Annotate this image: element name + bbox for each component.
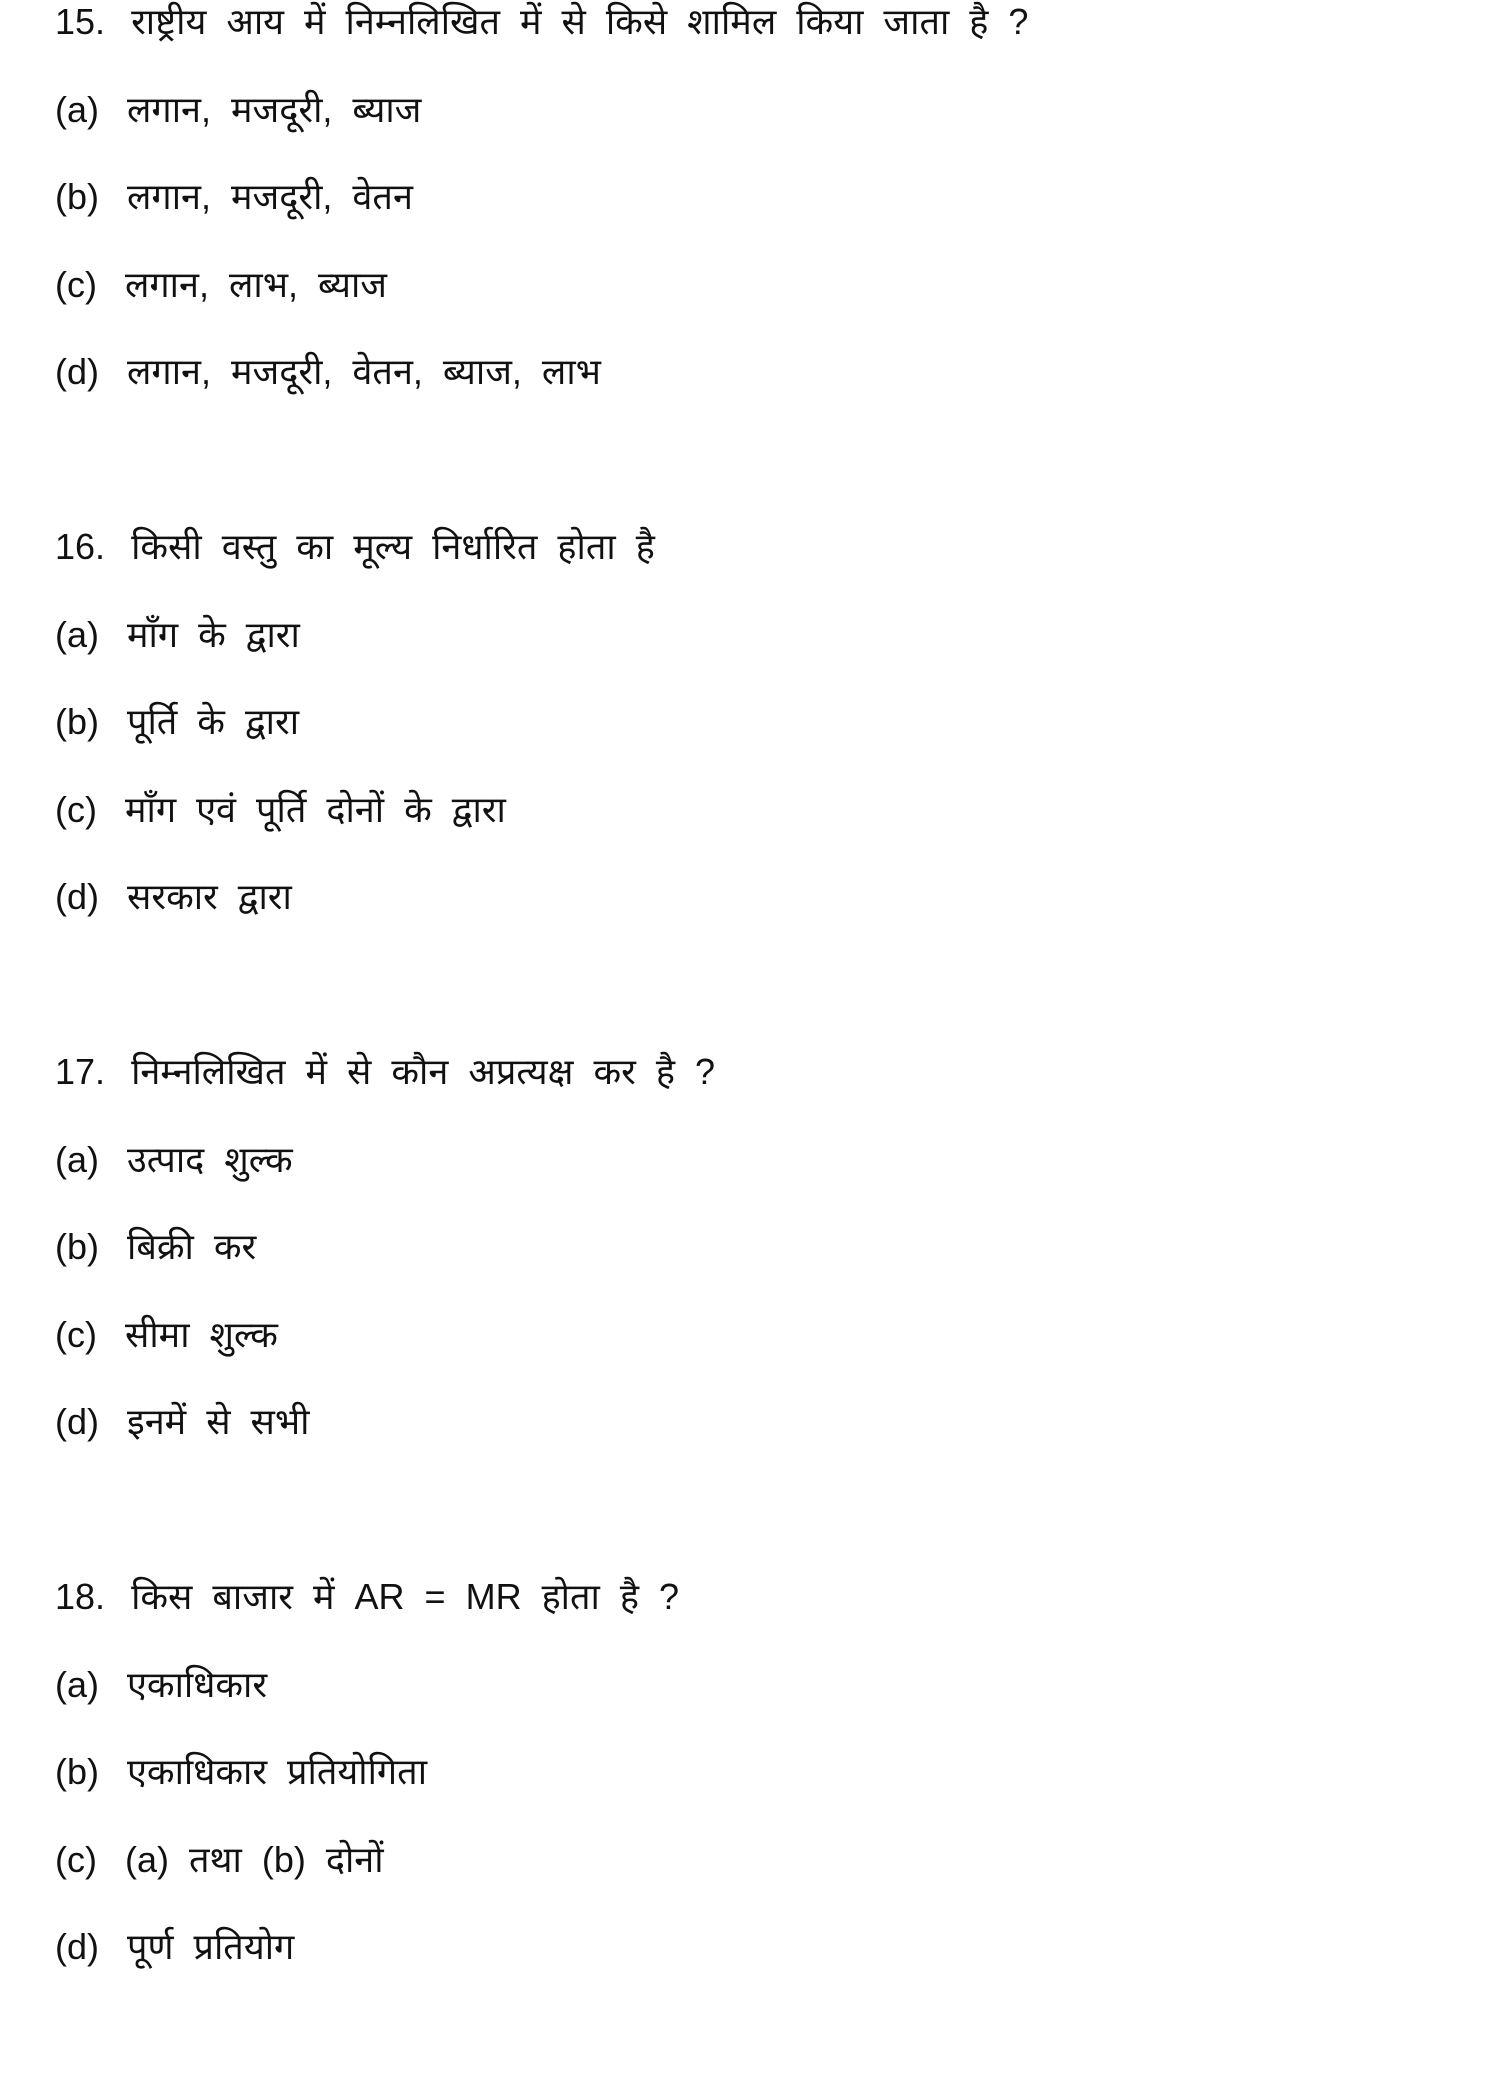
question-15 [55, 0, 1475, 503]
option-text: लगान, मजदूरी, वेतन [127, 176, 413, 217]
option-label: (d) [55, 1401, 99, 1442]
option-label: (b) [55, 1226, 99, 1267]
question-number: 16. [55, 526, 106, 567]
option-label: (c) [55, 788, 97, 830]
option-c[interactable] [55, 1816, 1475, 1904]
option-a[interactable] [55, 1641, 1475, 1729]
question-text-line [55, 1553, 1475, 1641]
option-label: (a) [55, 613, 99, 655]
option-label: (c) [55, 1838, 97, 1880]
option-label: (a) [55, 88, 99, 130]
option-label: (b) [55, 1751, 99, 1792]
option-text: लगान, मजदूरी, वेतन, ब्याज, लाभ [127, 351, 601, 392]
option-d[interactable] [55, 1903, 1475, 1991]
question-text: किसी वस्तु का मूल्य निर्धारित होता है [131, 526, 655, 567]
option-label: (c) [55, 1313, 97, 1355]
question-16 [55, 503, 1475, 1028]
option-text: (a) तथा (b) दोनों [125, 1838, 384, 1880]
option-label: (b) [55, 176, 99, 217]
option-c[interactable] [55, 241, 1475, 329]
option-d[interactable] [55, 1378, 1475, 1466]
option-text: सरकार द्वारा [127, 876, 292, 917]
option-b[interactable] [55, 678, 1475, 766]
option-a[interactable] [55, 66, 1475, 154]
option-text: माँग एवं पूर्ति दोनों के द्वारा [125, 788, 506, 830]
option-text: पूर्ति के द्वारा [127, 701, 300, 742]
option-label: (d) [55, 351, 99, 392]
option-text: एकाधिकार प्रतियोगिता [127, 1751, 428, 1792]
option-a[interactable] [55, 1116, 1475, 1204]
question-number: 15. [55, 1, 106, 42]
option-text: उत्पाद शुल्क [127, 1138, 293, 1180]
question-number: 17. [55, 1051, 106, 1092]
option-d[interactable] [55, 328, 1475, 416]
question-sheet [55, 0, 1475, 2078]
option-label: (a) [55, 1663, 99, 1705]
question-text-line [55, 0, 1475, 66]
question-text: राष्ट्रीय आय में निम्नलिखित में से किसे शामिल किया जाता है ? [131, 1, 1029, 42]
question-text-line [55, 1028, 1475, 1116]
option-text: एकाधिकार [127, 1663, 268, 1705]
option-b[interactable] [55, 1203, 1475, 1291]
option-d[interactable] [55, 853, 1475, 941]
option-text: लगान, लाभ, ब्याज [125, 263, 388, 305]
option-b[interactable] [55, 1728, 1475, 1816]
option-text: पूर्ण प्रतियोग [127, 1926, 295, 1967]
option-text: माँग के द्वारा [127, 613, 300, 655]
option-label: (a) [55, 1138, 99, 1180]
option-label: (d) [55, 1926, 99, 1967]
option-text: इनमें से सभी [127, 1401, 310, 1442]
option-label: (d) [55, 876, 99, 917]
question-number: 18. [55, 1576, 106, 1617]
option-c[interactable] [55, 766, 1475, 854]
question-text: किस बाजार में AR = MR होता है ? [131, 1576, 679, 1617]
option-text: सीमा शुल्क [125, 1313, 278, 1355]
option-c[interactable] [55, 1291, 1475, 1379]
option-a[interactable] [55, 591, 1475, 679]
option-text: लगान, मजदूरी, ब्याज [127, 88, 422, 130]
question-text-line [55, 503, 1475, 591]
option-b[interactable] [55, 153, 1475, 241]
question-text: निम्नलिखित में से कौन अप्रत्यक्ष कर है ? [131, 1051, 715, 1092]
question-18 [55, 1553, 1475, 2078]
option-label: (c) [55, 263, 97, 305]
question-17 [55, 1028, 1475, 1553]
option-text: बिक्री कर [127, 1226, 257, 1267]
option-label: (b) [55, 701, 99, 742]
